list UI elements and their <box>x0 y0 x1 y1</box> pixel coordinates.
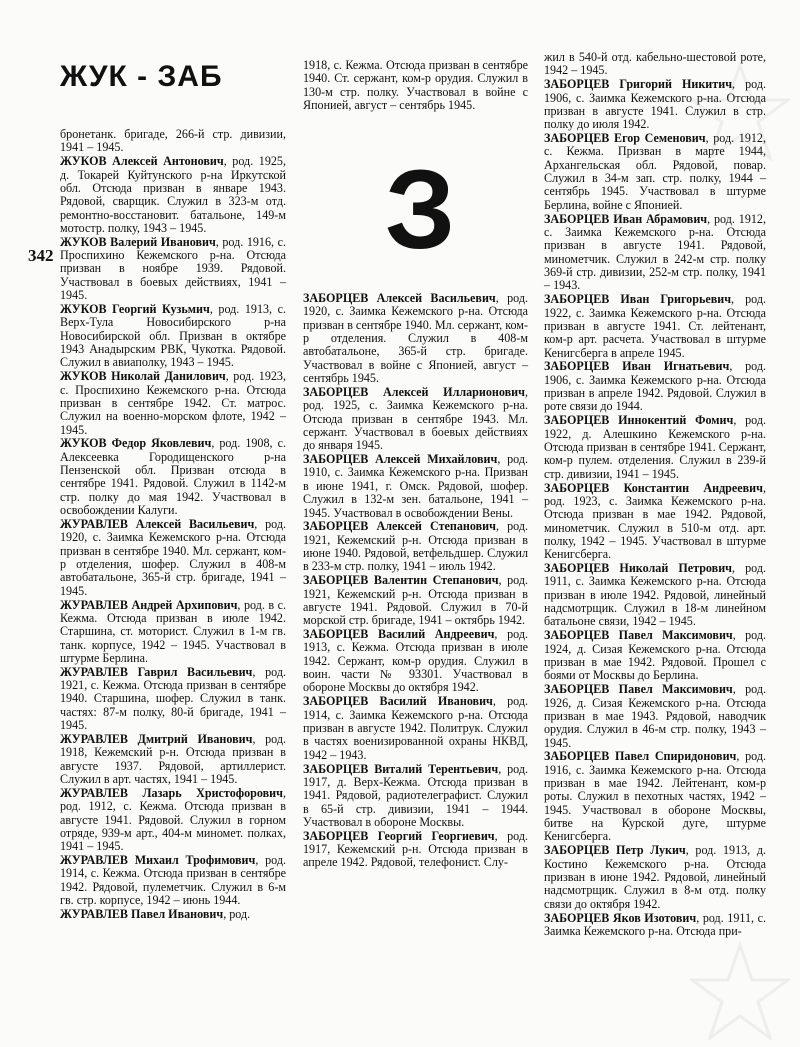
entry-text: , род. 1912, с. Кежма. Призван в марте 1944, Архангельская обл. Рядовой, повар. Служил в 34-м зап. стр. полку, 1944 – сентябрь 1945. Участвовал в штурме Берлина, войне с Японией. <box>544 131 766 212</box>
entry-text: , род. 1916, с. Проспихино Кежемского р-на. Отсюда призван в ноябре 1939. Рядовой. Участвовал в боевых действиях, 1941 – 1945. <box>60 234 287 303</box>
entry-text: , род. 1922, с. Заимка Кежемского р-на. Отсюда призван в августе 1941. Ст. лейтенант, ком-р арт. расчета. Участвовал в штурме Кенигсберга в апреле 1945. <box>544 292 766 360</box>
entry-name: ЗАБОРЦЕВ Алексей Михайлович <box>303 452 498 467</box>
entry-text: , род. 1906, с. Заимка Кежемского р-на. Отсюда призван в апреле 1942. Рядовой. Служил в роте связи до 1944. <box>544 359 766 414</box>
watermark-star-icon <box>690 940 790 1040</box>
entry-name: ЖУРАВЛЕВ Павел Иванович <box>60 906 224 921</box>
entry-text: , род. 1916, с. Заимка Кежемского р-на. Отсюда призван в мае 1942. Лейтенант, ком-р роты. Служил в пехотных частях, 1942 – 1945. Участвовал в обороне Москвы, битве на Курской дуге, штурме Кенигсберга. <box>544 749 766 844</box>
entry <box>303 763 528 830</box>
entry-name: ЖУКОВ Федор Яковлевич <box>60 436 212 451</box>
entry <box>303 520 528 573</box>
entry-text: , род. 1912, с. Заимка Кежемского р-на. Отсюда призван в августе 1941. Рядовой, минометчик. Служил в 242-м стр. полку 369-й стр. дивизии, 252-м стр. полку, 1941 – 1943. <box>544 211 766 293</box>
entry-text: , род. 1918, Кежемский р-н. Отсюда призван в августе 1937. Рядовой, артиллерист. Служил в арт. частях, 1941 – 1945. <box>60 731 287 786</box>
entry-text: , род. 1921, Кежемский р-н. Отсюда призван в августе 1941. Рядовой. Служил в 70-й морской стр. бригаде, 1941 – октябрь 1942. <box>303 573 529 628</box>
entry-text: , род. 1914, с. Кежма. Отсюда призван в сентябре 1942. Рядовой, пулеметчик. Служил в 6-м гв. стр. корпусе, 1942 – июнь 1944. <box>60 853 286 908</box>
entry <box>544 213 766 293</box>
column-2-top <box>303 59 528 113</box>
entry <box>544 482 766 562</box>
entry-text: , род. 1925, д. Токарей Куйтунского р-на Иркутской обл. Отсюда призван в январе 1943. Рядовой, сварщик. Служил в 323-м отд. ремонтно-восстановит. батальоне, 149-м мотостр. полку, 1943 – 1945. <box>60 154 287 235</box>
entry-text: , род. 1908, с. Алексеевка Городищенского р-на Пензенской обл. Призван отсюда в сентябре 1941. Рядовой. Служил в 1142-м стр. полку до мая 1942. Участвовал в освобождении Калуги. <box>60 436 286 518</box>
entry-text: , род. 1912, с. Кежма. Отсюда призван в августе 1941. Рядовой. Служил в горном отряде, 939-м арт., 404-м миномет. полках, 1941 – 1945. <box>60 785 286 854</box>
section-letter: З <box>385 147 456 272</box>
entry <box>303 453 528 520</box>
entry-text: , род. 1924, д. Сизая Кежемского р-на. Отсюда призван в мае 1942. Рядовой. Прошел с боями от Москвы до Берлина. <box>544 628 767 683</box>
entry-name: ЗАБОРЦЕВ Константин Андреевич <box>544 480 763 495</box>
entry <box>60 854 286 907</box>
entry-name: ЖУКОВ Валерий Иванович <box>60 234 216 249</box>
entry-name: ЗАБОРЦЕВ Иван Игнатьевич <box>544 359 730 374</box>
entry <box>303 830 528 870</box>
entry-text: , род. 1925, с. Заимка Кежемского р-на. Отсюда призван в сентябре 1943. Мл. сержант. Участвовал в боевых действиях до января 1945. <box>303 384 528 453</box>
entry-name: ЖУРАВЛЕВ Лазарь Христофорович <box>60 785 283 800</box>
entry <box>60 787 286 854</box>
entry-name: ЗАБОРЦЕВ Георгий Георгиевич <box>303 828 495 843</box>
entry-name: ЖУКОВ Георгий Кузьмич <box>60 301 210 316</box>
entry-name: ЗАБОРЦЕВ Алексей Илларионович <box>303 384 525 399</box>
entry-text: , род. 1926, д. Сизая Кежемского р-на. Отсюда призван в мае 1943. Рядовой, наводчик орудия. Служил в 46-м стр. полку, 1943 – 1945. <box>544 682 767 750</box>
column-3 <box>544 51 766 939</box>
entry <box>544 562 766 629</box>
entry-name: ЖУРАВЛЕВ Алексей Васильевич <box>60 516 255 531</box>
entry-text: , род. 1906, с. Заимка Кежемского р-на. Отсюда призван в августе 1941. Служил в стр. полку до июля 1942. <box>544 77 766 132</box>
entry-name: ЗАБОРЦЕВ Петр Лукич <box>544 843 686 858</box>
entry <box>60 599 286 666</box>
entry-text: , род. 1922, д. Алешкино Кежемского р-на. Отсюда призван в сентябре 1941. Сержант, ком-р пулем. отделения. Служил в 239-й стр. дивизии, 1941 – 1945. <box>544 413 766 481</box>
entry-name: ЖУРАВЛЕВ Гаврил Васильевич <box>60 664 253 679</box>
entry-text: , род. 1913, д. Костино Кежемского р-на. Отсюда призван в июне 1942. Рядовой, линейный надсмотрщик. Служил в 8-м отд. полку связи до октября 1942. <box>544 843 766 911</box>
section-header: ЖУК - ЗАБ <box>60 60 223 93</box>
entry <box>303 386 528 453</box>
entry <box>60 370 286 437</box>
entry-name: ЗАБОРЦЕВ Григорий Никитич <box>544 77 733 92</box>
entry-text: , род. 1911, с. Заимка Кежемского р-на. Отсюда при- <box>544 910 766 938</box>
entry-name: ЖУКОВ Алексей Антонович <box>60 154 224 169</box>
column-1 <box>60 128 286 922</box>
entry <box>544 414 766 481</box>
entry-name: ЗАБОРЦЕВ Иван Абрамович <box>544 211 708 226</box>
entry-text: , род. 1921, с. Кежма. Отсюда призван в сентябре 1940. Старшина, шофер. Служил в танк. частях: 87-м полку, 80-й бригаде, 1941 – 1945. <box>60 664 287 733</box>
entry-name: ЗАБОРЦЕВ Павел Максимович <box>544 628 733 643</box>
entry-text: , род. 1921, Кежемский р-н. Отсюда призван в июне 1940. Рядовой, ветфельдшер. Служил в 233-м стр. полку, 1941 – июль 1942. <box>303 519 528 574</box>
entry-name: ЖУРАВЛЕВ Михаил Трофимович <box>60 853 256 868</box>
entry-text: , род. <box>223 906 251 921</box>
entry-text: , род. 1917, д. Верх-Кежма. Отсюда призван в 1941. Рядовой, радиотелеграфист. Служил в 65-й стр. дивизии, 1941 – 1944. Участвовал в обороне Москвы. <box>303 761 529 829</box>
entry <box>60 236 286 303</box>
entry-text: , род. 1913, с. Кежма. Отсюда призван в июле 1942. Сержант, ком-р орудия. Служил в воин. части № 93301. Участвовал в обороне Москвы до октября 1942. <box>303 627 529 695</box>
entry-text: , род. 1914, с. Заимка Кежемского р-на. Отсюда призван в августе 1942. Политрук. Служил в частях военизированной охраны НКВД, 1942 – 1943. <box>303 694 528 762</box>
entry-text: , род. в с. Кежма. Отсюда призван в июле 1942. Старшина, ст. моторист. Служил в 1-м гв. танк. корпусе, 1942 – 1945. Участвовал в штурме Берлина. <box>60 597 286 665</box>
entry <box>544 51 766 78</box>
entry-name: ЗАБОРЦЕВ Василий Иванович <box>303 694 493 709</box>
entry <box>60 666 286 733</box>
entry <box>544 132 766 212</box>
entry-text: , род. 1923, с. Заимка Кежемского р-на. Отсюда призван в мае 1942. Рядовой, минометчик. Служил в 510-м отд. арт. полку, 1942 – 1945. Участвовал в штурме Кенигсберга. <box>544 480 766 562</box>
entry-name: ЖУРАВЛЕВ Дмитрий Иванович <box>60 731 253 746</box>
entry-name: ЗАБОРЦЕВ Николай Петрович <box>544 561 732 576</box>
entry-text: , род. 1913, с. Верх-Тула Новосибирского р-на Новосибирской обл. Призван в октябре 1943 Анадырским РВК, Чукотка. Рядовой. Служил в авиаполку, 1943 – 1945. <box>60 301 286 370</box>
entry <box>544 844 766 911</box>
page-number: 342 <box>28 246 54 265</box>
entry <box>544 78 766 131</box>
entry <box>544 360 766 413</box>
entry <box>303 574 528 627</box>
entry-text: , род. 1910, с. Заимка Кежемского р-на. Призван в июне 1941, г. Омск. Рядовой, шофер. Служил в 132-м зен. батальоне, 1941 – 1945. Участвовал в освобождении Вены. <box>303 452 529 520</box>
entry <box>544 683 766 750</box>
entry <box>60 733 286 786</box>
entry <box>544 293 766 360</box>
entry-name: ЗАБОРЦЕВ Павел Максимович <box>544 682 733 697</box>
entry <box>303 695 528 762</box>
entry-name: ЗАБОРЦЕВ Иннокентий Фомич <box>544 413 734 428</box>
entry-text: , род. 1920, с. Заимка Кежемского р-на. Отсюда призван в сентябре 1940. Мл. сержант, ком-р отделения. Служил в 408-м автобатальоне, 365-й стр. бригаде. Участвовал в войне с Японией, август – сентябрь 1945. <box>303 291 528 386</box>
entry-name: ЗАБОРЦЕВ Виталий Терентьевич <box>303 761 499 776</box>
entry <box>303 292 528 385</box>
entry <box>544 629 766 682</box>
column-2 <box>303 292 528 870</box>
entry <box>60 908 286 921</box>
entry-text: , род. 1920, с. Заимка Кежемского р-на. Отсюда призван в сентябре 1940. Мл. сержант, ком-р отделения, шофер. Служил в 408-м автобатальоне, 365-й стр. бригаде, 1941 – 1945. <box>60 516 286 598</box>
entry-text: жил в 540-й отд. кабельно-шестовой роте, 1942 – 1945. <box>544 50 766 78</box>
entry <box>60 518 286 598</box>
entry <box>60 128 286 155</box>
entry-name: ЗАБОРЦЕВ Василий Андреевич <box>303 627 495 642</box>
entry-text: , род. 1923, с. Проспихино Кежемского р-на. Отсюда призван в сентябре 1942. Ст. матрос. Служил на военно-морском флоте, 1942 – 1945. <box>60 369 286 437</box>
entry-name: ЗАБОРЦЕВ Алексей Степанович <box>303 519 496 534</box>
entry <box>60 437 286 517</box>
entry-name: ЖУРАВЛЕВ Андрей Архипович <box>60 597 238 612</box>
entry-text: , род. 1911, с. Заимка Кежемского р-на. Отсюда призван в июле 1942. Рядовой, линейный надсмотрщик. Служил в 18-м линейном батальоне связи, 1942 – 1945. <box>544 561 766 629</box>
entry-name: ЖУКОВ Николай Данилович <box>60 369 226 384</box>
entry-name: ЗАБОРЦЕВ Алексей Васильевич <box>303 291 496 305</box>
entry <box>544 912 766 939</box>
entry-name: ЗАБОРЦЕВ Валентин Степанович <box>303 573 499 588</box>
entry-name: ЗАБОРЦЕВ Павел Спиридонович <box>544 749 737 764</box>
entry-text: бронетанк. бригаде, 266-й стр. дивизии, 1941 – 1945. <box>60 127 286 155</box>
entry-text: , род. 1917, Кежемский р-н. Отсюда призван в апреле 1942. Рядовой, телефонист. Слу- <box>303 828 528 870</box>
entry-name: ЗАБОРЦЕВ Яков Изотович <box>544 910 697 925</box>
entry <box>303 628 528 695</box>
entry-name: ЗАБОРЦЕВ Иван Григорьевич <box>544 292 732 307</box>
entry <box>60 303 286 370</box>
entry-text: 1918, с. Кежма. Отсюда призван в сентябре 1940. Ст. сержант, ком-р орудия. Служил в 130-м стр. полку. Участвовал в войне с Японией, август – сентябрь 1945. <box>303 58 528 113</box>
entry <box>303 59 528 112</box>
entry <box>544 750 766 843</box>
entry-name: ЗАБОРЦЕВ Егор Семенович <box>544 131 706 146</box>
entry <box>60 155 286 235</box>
